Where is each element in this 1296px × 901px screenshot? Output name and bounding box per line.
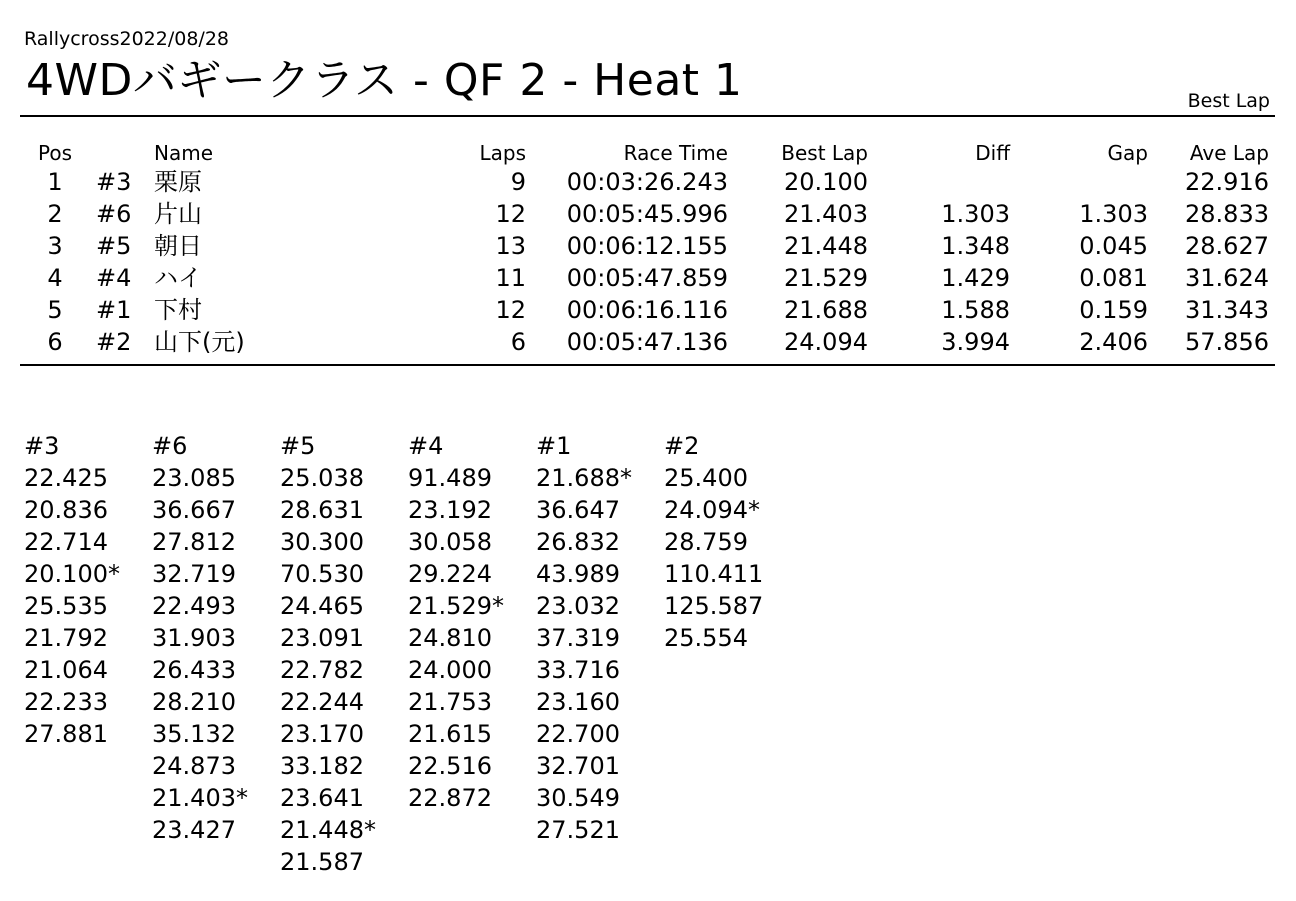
lap-column	[280, 430, 408, 878]
lap-time: 22.714	[24, 528, 108, 556]
lap-column	[408, 430, 536, 814]
lap-time: 24.873	[152, 752, 236, 780]
lap-time: 125.587	[664, 592, 764, 620]
result-row	[20, 294, 1275, 326]
result-driver-name: ハイ	[154, 264, 202, 292]
lap-time: 22.233	[24, 688, 108, 716]
lap-time: 21.448*	[280, 816, 376, 844]
result-ave-lap: 31.343	[1185, 296, 1269, 324]
lap-time: 91.489	[408, 464, 492, 492]
result-pos: 4	[47, 264, 63, 292]
top-divider	[20, 115, 1275, 117]
result-laps: 11	[495, 264, 526, 292]
col-pos-header: Pos	[37, 141, 72, 165]
lap-time: 24.810	[408, 624, 492, 652]
lap-time: 22.244	[280, 688, 364, 716]
col-race-time-header: Race Time	[623, 141, 728, 165]
result-ave-lap: 22.916	[1185, 168, 1269, 196]
lap-time: 25.038	[280, 464, 364, 492]
result-diff	[874, 166, 1016, 198]
result-gap: 0.159	[1079, 296, 1148, 324]
col-num-header	[90, 140, 148, 166]
lap-time: 23.641	[280, 784, 364, 812]
lap-column-car-number: #6	[152, 432, 188, 460]
lap-time: 30.300	[280, 528, 364, 556]
lap-column-car-number: #2	[664, 432, 700, 460]
col-gap-header: Gap	[1107, 141, 1148, 165]
result-car-number: #1	[96, 296, 132, 324]
lap-time: 22.700	[536, 720, 620, 748]
result-gap	[1016, 166, 1154, 198]
lap-time: 21.587	[280, 848, 364, 876]
lap-time: 37.319	[536, 624, 620, 652]
lap-time: 27.521	[536, 816, 620, 844]
col-laps-header: Laps	[479, 141, 526, 165]
result-race-time: 00:05:47.859	[566, 264, 728, 292]
result-car-number: #6	[96, 200, 132, 228]
result-gap: 0.045	[1079, 232, 1148, 260]
result-gap: 2.406	[1079, 328, 1148, 356]
lap-time: 21.753	[408, 688, 492, 716]
lap-time: 36.667	[152, 496, 236, 524]
result-diff: 1.429	[941, 264, 1010, 292]
lap-time: 23.427	[152, 816, 236, 844]
result-best-lap: 21.688	[784, 296, 868, 324]
bottom-divider	[20, 364, 1275, 366]
result-best-lap: 21.448	[784, 232, 868, 260]
result-car-number: #5	[96, 232, 132, 260]
lap-column	[24, 430, 152, 750]
result-pos: 2	[47, 200, 63, 228]
lap-time: 30.058	[408, 528, 492, 556]
result-car-number: #3	[96, 168, 132, 196]
lap-time: 26.832	[536, 528, 620, 556]
lap-time: 32.719	[152, 560, 236, 588]
lap-time: 22.782	[280, 656, 364, 684]
lap-time: 31.903	[152, 624, 236, 652]
result-race-time: 00:03:26.243	[566, 168, 728, 196]
lap-time: 30.549	[536, 784, 620, 812]
best-lap-label: Best Lap	[1187, 90, 1270, 112]
result-best-lap: 24.094	[784, 328, 868, 356]
lap-column-car-number: #3	[24, 432, 60, 460]
result-race-time: 00:06:12.155	[566, 232, 728, 260]
result-laps: 12	[495, 296, 526, 324]
result-race-time: 00:06:16.116	[566, 296, 728, 324]
result-laps: 13	[495, 232, 526, 260]
result-diff: 1.348	[941, 232, 1010, 260]
lap-time: 23.170	[280, 720, 364, 748]
lap-column-car-number: #5	[280, 432, 316, 460]
result-pos: 6	[47, 328, 63, 356]
result-diff: 1.303	[941, 200, 1010, 228]
event-date-label: Rallycross2022/08/28	[24, 28, 230, 50]
result-driver-name: 下村	[154, 296, 202, 324]
results-table	[20, 140, 1275, 358]
lap-time: 22.516	[408, 752, 492, 780]
result-car-number: #4	[96, 264, 132, 292]
lap-time: 28.631	[280, 496, 364, 524]
lap-time: 43.989	[536, 560, 620, 588]
result-row	[20, 326, 1275, 358]
lap-column	[152, 430, 280, 846]
result-driver-name: 朝日	[154, 232, 202, 260]
lap-time: 23.091	[280, 624, 364, 652]
lap-time: 20.100*	[24, 560, 120, 588]
lap-time: 27.812	[152, 528, 236, 556]
result-ave-lap: 28.833	[1185, 200, 1269, 228]
lap-time: 33.716	[536, 656, 620, 684]
lap-time: 25.400	[664, 464, 748, 492]
lap-time: 70.530	[280, 560, 364, 588]
result-race-time: 00:05:47.136	[566, 328, 728, 356]
lap-time: 23.085	[152, 464, 236, 492]
lap-time: 32.701	[536, 752, 620, 780]
lap-time: 29.224	[408, 560, 492, 588]
result-pos: 3	[47, 232, 63, 260]
result-row	[20, 230, 1275, 262]
lap-time: 23.192	[408, 496, 492, 524]
lap-time: 110.411	[664, 560, 764, 588]
lap-time: 24.465	[280, 592, 364, 620]
lap-time: 25.554	[664, 624, 748, 652]
race-title: 4WDバギークラス - QF 2 - Heat 1	[26, 55, 743, 106]
result-best-lap: 21.403	[784, 200, 868, 228]
result-ave-lap: 57.856	[1185, 328, 1269, 356]
lap-time: 36.647	[536, 496, 620, 524]
result-best-lap: 21.529	[784, 264, 868, 292]
result-car-number: #2	[96, 328, 132, 356]
result-laps: 12	[495, 200, 526, 228]
lap-time: 21.615	[408, 720, 492, 748]
result-diff: 3.994	[941, 328, 1010, 356]
result-pos: 5	[47, 296, 63, 324]
lap-time: 20.836	[24, 496, 108, 524]
lap-column	[664, 430, 792, 654]
result-ave-lap: 31.624	[1185, 264, 1269, 292]
lap-time: 23.032	[536, 592, 620, 620]
result-ave-lap: 28.627	[1185, 232, 1269, 260]
lap-time: 23.160	[536, 688, 620, 716]
lap-time: 21.529*	[408, 592, 504, 620]
lap-time: 22.493	[152, 592, 236, 620]
result-diff: 1.588	[941, 296, 1010, 324]
lap-time: 26.433	[152, 656, 236, 684]
result-driver-name: 片山	[154, 200, 202, 228]
col-ave-lap-header: Ave Lap	[1189, 141, 1269, 165]
result-laps: 9	[510, 168, 526, 196]
col-best-lap-header: Best Lap	[781, 141, 868, 165]
lap-column-car-number: #4	[408, 432, 444, 460]
lap-time: 22.425	[24, 464, 108, 492]
lap-time: 24.000	[408, 656, 492, 684]
result-gap: 1.303	[1079, 200, 1148, 228]
lap-time: 25.535	[24, 592, 108, 620]
col-diff-header: Diff	[975, 141, 1010, 165]
lap-column-car-number: #1	[536, 432, 572, 460]
result-row	[20, 198, 1275, 230]
lap-time: 21.064	[24, 656, 108, 684]
col-name-header: Name	[154, 141, 214, 165]
result-row	[20, 262, 1275, 294]
results-header-row	[20, 140, 1275, 166]
result-gap: 0.081	[1079, 264, 1148, 292]
lap-time: 21.792	[24, 624, 108, 652]
result-pos: 1	[47, 168, 63, 196]
result-laps: 6	[510, 328, 526, 356]
lap-time: 35.132	[152, 720, 236, 748]
lap-column	[536, 430, 664, 846]
lap-time: 22.872	[408, 784, 492, 812]
result-driver-name: 山下(元)	[154, 328, 245, 356]
lap-time: 21.688*	[536, 464, 632, 492]
result-best-lap: 20.100	[784, 168, 868, 196]
result-race-time: 00:05:45.996	[566, 200, 728, 228]
result-driver-name: 栗原	[154, 168, 202, 196]
result-row	[20, 166, 1275, 198]
lap-time: 28.759	[664, 528, 748, 556]
lap-time: 21.403*	[152, 784, 248, 812]
lap-time: 24.094*	[664, 496, 760, 524]
lap-time: 28.210	[152, 688, 236, 716]
lap-time: 33.182	[280, 752, 364, 780]
lap-time: 27.881	[24, 720, 108, 748]
